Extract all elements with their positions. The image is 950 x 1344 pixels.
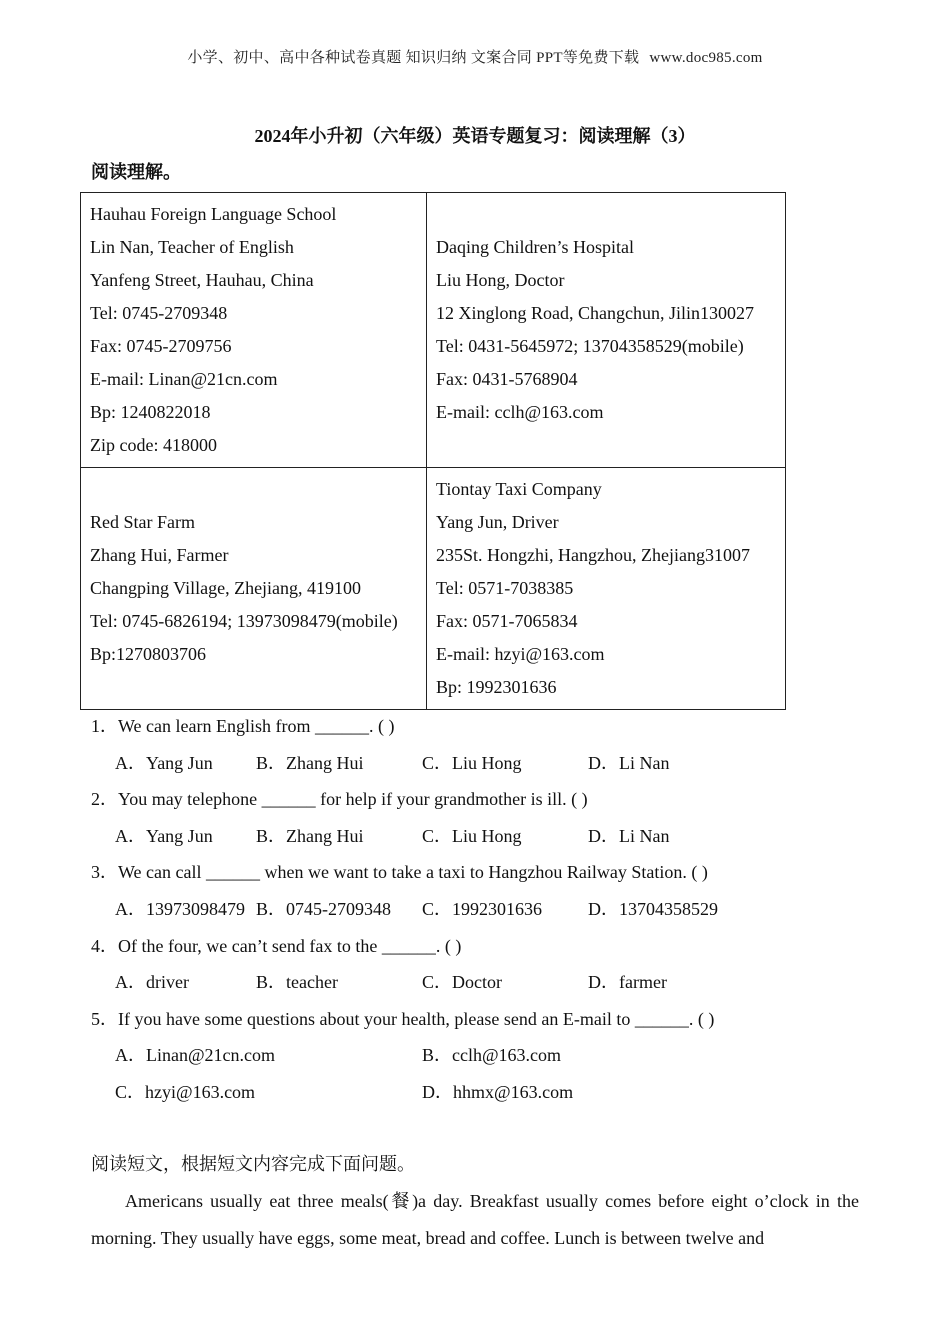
option-c: C．Doctor — [422, 972, 502, 993]
page-header — [0, 46, 950, 67]
card-line: Red Star Farm — [90, 512, 195, 532]
card-line: Yang Jun, Driver — [436, 512, 559, 532]
reading-passage — [91, 1146, 859, 1257]
card-line: Fax: 0745-2709756 — [90, 336, 232, 356]
question-1-options — [91, 745, 871, 782]
header-site[interactable]: www.doc985.com — [649, 50, 763, 66]
option-a: A．driver — [115, 972, 189, 993]
question-2: 2．You may telephone ______ for help if your grandmother is ill. ( ) — [91, 789, 588, 810]
card-farm — [81, 468, 427, 710]
option-c: C．Liu Hong — [422, 752, 522, 773]
card-line: 12 Xinglong Road, Changchun, Jilin130027 — [436, 303, 754, 323]
card-line: Yanfeng Street, Hauhau, China — [90, 270, 314, 290]
card-line: 235St. Hongzhi, Hangzhou, Zhejiang31007 — [436, 545, 750, 565]
section-label: 阅读理解。 — [91, 162, 181, 182]
card-line: Changping Village, Zhejiang, 419100 — [90, 578, 362, 598]
option-d: D．13704358529 — [588, 898, 718, 919]
option-b: B．Zhang Hui — [256, 825, 364, 846]
card-line: Tel: 0745-6826194; 13973098479(mobile) — [90, 611, 398, 631]
question-4-options — [91, 964, 871, 1001]
card-line: Tiontay Taxi Company — [436, 479, 602, 499]
card-line: Fax: 0571-7065834 — [436, 611, 578, 631]
option-a: A．Linan@21cn.com — [115, 1045, 276, 1066]
card-line: Daqing Children’s Hospital — [436, 237, 634, 257]
option-c: C．Liu Hong — [422, 825, 522, 846]
card-line: Lin Nan, Teacher of English — [90, 237, 294, 257]
option-a: A．Yang Jun — [115, 825, 213, 846]
card-line: Hauhau Foreign Language School — [90, 204, 337, 224]
question-5-options-row1 — [91, 1037, 871, 1074]
page-title: 2024年小升初（六年级）英语专题复习：阅读理解（3） — [254, 126, 696, 146]
option-c: C．1992301636 — [422, 898, 543, 919]
card-line: E-mail: hzyi@163.com — [436, 644, 605, 664]
question-2-options — [91, 818, 871, 855]
passage-instruction: 阅读短文，根据短文内容完成下面问题。 — [91, 1154, 415, 1174]
card-line: Tel: 0431-5645972; 13704358529(mobile) — [436, 336, 744, 356]
question-3: 3．We can call ______ when we want to take a taxi to Hangzhou Railway Station. ( ) — [91, 862, 708, 883]
card-line: Bp:1270803706 — [90, 644, 207, 664]
card-line: Zip code: 418000 — [90, 435, 217, 455]
option-b: B．cclh@163.com — [422, 1045, 562, 1066]
option-b: B．Zhang Hui — [256, 752, 364, 773]
option-b: B．0745-2709348 — [256, 898, 391, 919]
card-line: Tel: 0745-2709348 — [90, 303, 228, 323]
card-line: Fax: 0431-5768904 — [436, 369, 578, 389]
option-d: D．hhmx@163.com — [422, 1081, 574, 1102]
card-line: E-mail: Linan@21cn.com — [90, 369, 278, 389]
card-hospital — [427, 193, 786, 468]
question-1: 1．We can learn English from ______. ( ) — [91, 716, 395, 736]
option-b: B．teacher — [256, 972, 338, 993]
option-c: C．hzyi@163.com — [115, 1081, 256, 1102]
card-line: Bp: 1240822018 — [90, 402, 211, 422]
question-5: 5．If you have some questions about your health, please send an E-mail to ______. ( ) — [91, 1008, 715, 1029]
card-line: E-mail: cclh@163.com — [436, 402, 604, 422]
question-3-options — [91, 891, 871, 928]
option-d: D．Li Nan — [588, 752, 670, 773]
card-line: Zhang Hui, Farmer — [90, 545, 229, 565]
card-line: Liu Hong, Doctor — [436, 270, 565, 290]
card-taxi — [427, 468, 786, 710]
option-d: D．farmer — [588, 972, 667, 993]
question-4: 4．Of the four, we can’t send fax to the ______. ( ) — [91, 935, 462, 956]
card-line: Tel: 0571-7038385 — [436, 578, 574, 598]
card-school — [81, 193, 427, 468]
passage-paragraph: Americans usually eat three meals(餐)a day. Breakfast usually comes before eight o’clock in the morning. They usually have eggs, some meat, bread and coffee. Lunch is between twelve and — [91, 1190, 859, 1248]
option-d: D．Li Nan — [588, 825, 670, 846]
question-list — [91, 708, 871, 1111]
business-card-table — [80, 192, 786, 710]
card-line: Bp: 1992301636 — [436, 677, 557, 697]
option-a: A．13973098479 — [115, 898, 245, 919]
question-5-options-row2 — [91, 1074, 871, 1111]
header-text: 小学、初中、高中各种试卷真题 知识归纳 文案合同 PPT等免费下载 — [187, 50, 640, 66]
option-a: A．Yang Jun — [115, 752, 213, 773]
